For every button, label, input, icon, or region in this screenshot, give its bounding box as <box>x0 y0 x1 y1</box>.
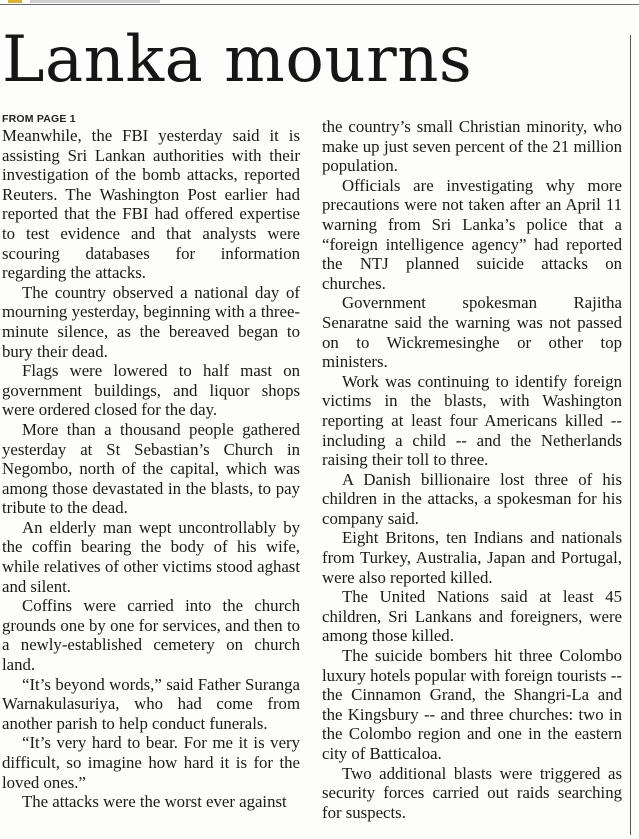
paragraph: Work was continuing to identify foreign victims in the blasts, with Washington reporting at least four Americans killed -- including a child -- and the Netherlands raising their toll to three. <box>322 371 622 470</box>
paragraph: Two additional blasts were triggered as security forces carried out raids searching for suspects. <box>322 763 622 822</box>
paragraph: More than a thousand people gathered yesterday at St Sebastian’s Church in Negombo, north of the capital, which was among those devastated in the blasts, to pay tribute to the dead. <box>2 419 300 518</box>
paragraph: Government spokesman Rajitha Senaratne said the warning was not passed on to Wickremesinghe or other top ministers. <box>322 293 622 372</box>
paragraph: Meanwhile, the FBI yesterday said it is assisting Sri Lankan authorities with their investigation of the bomb attacks, reported Reuters. The Washington Post earlier had reported that the FBI had offered expertise to test evidence and that analysts were scouring databases for information regarding the attacks. <box>2 126 300 283</box>
paragraph: Coffins were carried into the church grounds one by one for services, and then to a newly-established cemetery on church land. <box>2 596 300 675</box>
article-column-left <box>2 113 300 812</box>
paragraph: The suicide bombers hit three Colombo luxury hotels popular with foreign tourists -- the Cinnamon Grand, the Shangri-La and the Kingsbury -- and three churches: two in the Colombo region and one in the eastern city of Batticaloa. <box>322 646 622 763</box>
section-marker <box>8 0 22 3</box>
top-rule <box>0 0 639 5</box>
section-header-faded <box>30 0 160 3</box>
paragraph: Officials are investigating why more precautions were not taken after an April 11 warning from Sri Lanka’s police that a “foreign intelligence agency” had reported the NTJ planned suicide attacks on churches. <box>322 175 622 293</box>
paragraph: A Danish billionaire lost three of his children in the attacks, a spokesman for his company said. <box>322 469 622 528</box>
paragraph: Eight Britons, ten Indians and nationals from Turkey, Australia, Japan and Portugal, were also reported killed. <box>322 528 622 587</box>
paragraph: “It’s very hard to bear. For me it is very difficult, so imagine how hard it is for the loved ones.” <box>2 733 300 792</box>
paragraph: “It’s beyond words,” said Father Suranga Warnakulasuriya, who had come from another parish to help conduct funerals. <box>2 674 300 733</box>
paragraph: Flags were lowered to half mast on government buildings, and liquor shops were ordered closed for the day. <box>2 361 300 420</box>
paragraph: The United Nations said at least 45 children, Sri Lankans and foreigners, were among those killed. <box>322 587 622 646</box>
article-column-right <box>322 117 622 822</box>
headline: Lanka mourns <box>2 23 473 97</box>
paragraph: The attacks were the worst ever against <box>22 792 287 812</box>
paragraph: An elderly man wept uncontrollably by the coffin bearing the body of his wife, while relatives of other victims stood aghast and silent. <box>2 517 300 596</box>
paragraph: The country observed a national day of mourning yesterday, beginning with a three-minute silence, as the bereaved began to bury their dead. <box>2 282 300 361</box>
paragraph: the country’s small Christian minority, who make up just seven percent of the 21 million population. <box>322 117 622 176</box>
dateline: FROM PAGE 1 <box>2 113 76 125</box>
column-rule <box>630 35 631 835</box>
